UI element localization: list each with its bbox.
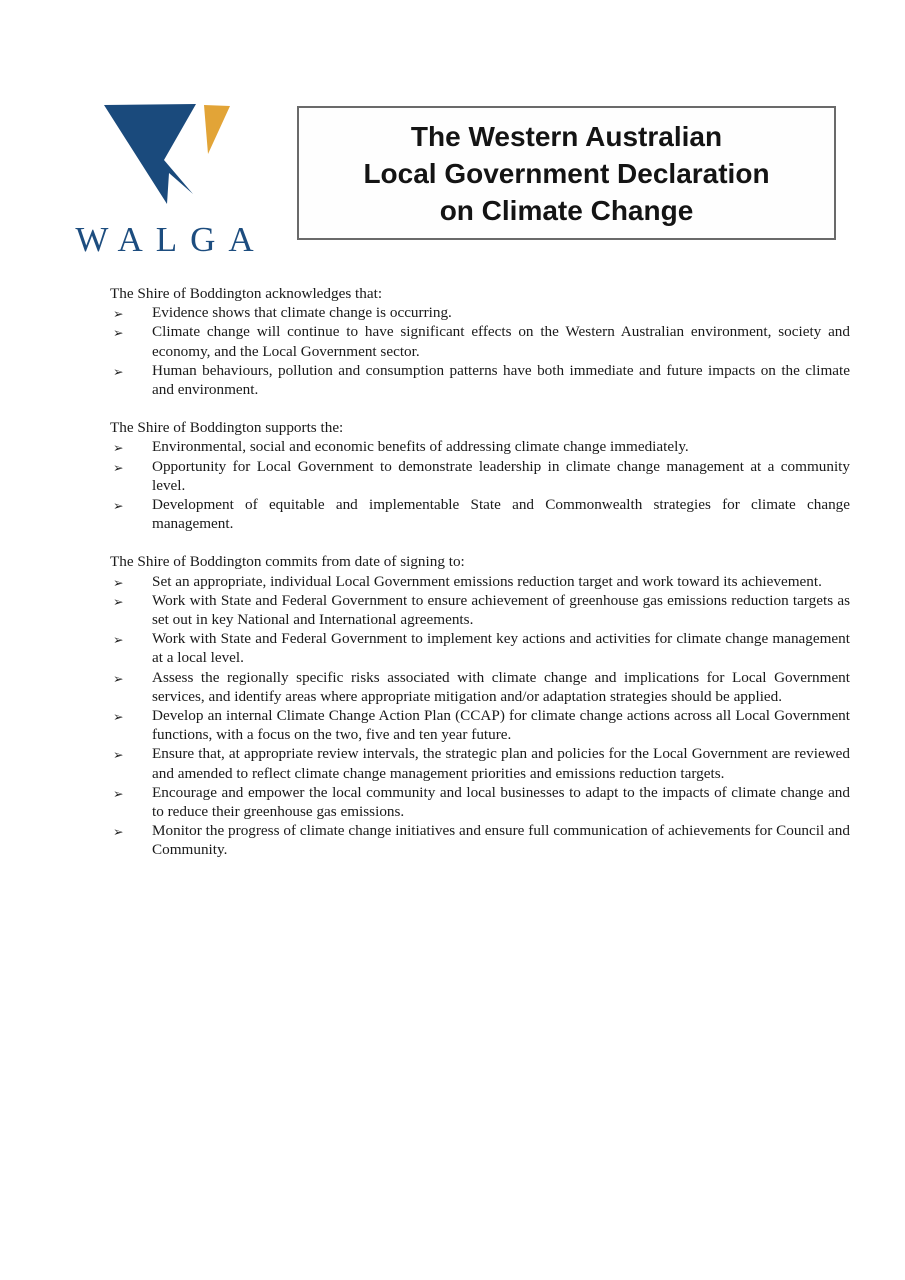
bullet-item — [110, 744, 850, 782]
bullet-item — [110, 495, 850, 533]
walga-wordmark: WALGA — [75, 220, 267, 259]
bullet-text: Development of equitable and implementable State and Commonwealth strategies for climate change management. — [152, 496, 850, 533]
bullet-arrow-icon: ➢ — [113, 824, 124, 840]
bullet-item — [110, 706, 850, 744]
title-line-1: The Western Australian — [410, 120, 723, 152]
bullet-item — [110, 303, 850, 322]
section-header: The Shire of Boddington commits from date of signing to: — [110, 553, 465, 571]
bullet-arrow-icon: ➢ — [113, 498, 124, 514]
bullet-arrow-icon: ➢ — [113, 306, 124, 322]
declaration-title-box — [297, 106, 836, 240]
bullet-arrow-icon: ➢ — [113, 574, 124, 590]
bullet-item — [110, 322, 850, 360]
bullet-text: Assess the regionally specific risks associated with climate change and implications for Local Government services, and identify areas where appropriate mitigation and/or adaptation strategies should be applied. — [152, 668, 850, 705]
walga-mark-gold-shape — [204, 105, 230, 154]
bullet-text: Encourage and empower the local community and local businesses to adapt to the impacts of climate change and to reduce their greenhouse gas emissions. — [152, 783, 850, 821]
bullet-text: Evidence shows that climate change is occurring. — [152, 304, 452, 322]
bullet-item — [110, 591, 850, 629]
bullet-arrow-icon: ➢ — [113, 440, 124, 456]
declaration-title — [363, 118, 769, 229]
bullet-text: Set an appropriate, individual Local Government emissions reduction target and work toward its achievement. — [152, 572, 822, 590]
walga-logo — [63, 101, 266, 260]
bullet-arrow-icon: ➢ — [113, 747, 124, 763]
title-line-3: on Climate Change — [439, 194, 694, 226]
bullet-arrow-icon: ➢ — [113, 325, 124, 341]
bullet-arrow-icon: ➢ — [113, 670, 124, 686]
bullet-arrow-icon: ➢ — [113, 632, 124, 648]
bullet-item — [110, 457, 850, 495]
bullet-item — [110, 629, 850, 667]
bullet-item — [110, 572, 850, 591]
bullet-text: Ensure that, at appropriate review intervals, the strategic plan and policies for the Local Government are reviewed and amended to reflect climate change management priorities and emissions reduction targets. — [152, 745, 850, 782]
bullet-arrow-icon: ➢ — [113, 709, 124, 725]
bullet-text: Develop an internal Climate Change Action Plan (CCAP) for climate change actions across all Local Government functions, with a focus on the two, five and ten year future. — [152, 707, 850, 744]
bullet-item — [110, 821, 850, 859]
bullets-list — [110, 572, 850, 860]
bullet-text: Human behaviours, pollution and consumption patterns have both immediate and future impacts on the climate and environment. — [152, 361, 850, 399]
bullets-list — [110, 437, 850, 533]
title-line-2: Local Government Declaration — [363, 157, 770, 189]
walga-mark-blue-shape — [104, 104, 196, 204]
bullet-text: Work with State and Federal Government to ensure achievement of greenhouse gas emissions reduction targets as set out in key National and International agreements. — [152, 591, 850, 629]
bullet-text: Environmental, social and economic benefits of addressing climate change immediately. — [152, 438, 689, 456]
section-supports — [110, 418, 850, 533]
bullet-arrow-icon: ➢ — [113, 363, 124, 379]
declaration-body — [110, 284, 850, 860]
bullet-text: Monitor the progress of climate change initiatives and ensure full communication of achievements for Council and Community. — [152, 822, 850, 859]
bullet-item — [110, 783, 850, 821]
bullet-text: Work with State and Federal Government to implement key actions and activities for climate change management at a local level. — [152, 630, 850, 667]
bullet-text: Opportunity for Local Government to demonstrate leadership in climate change management at a community level. — [152, 457, 850, 494]
bullet-item — [110, 361, 850, 399]
walga-mark-icon — [94, 101, 235, 208]
bullet-text: Climate change will continue to have significant effects on the Western Australian environment, society and economy, and the Local Government sector. — [152, 323, 850, 360]
section-commits — [110, 552, 850, 859]
bullets-list — [110, 303, 850, 399]
bullet-item — [110, 437, 850, 456]
bullet-arrow-icon: ➢ — [113, 785, 124, 801]
bullet-arrow-icon: ➢ — [113, 459, 124, 475]
bullet-item — [110, 668, 850, 706]
bullet-arrow-icon: ➢ — [113, 593, 124, 609]
section-header: The Shire of Boddington acknowledges that: — [110, 285, 383, 302]
section-header: The Shire of Boddington supports the: — [110, 419, 344, 437]
section-acknowledges — [110, 284, 850, 399]
